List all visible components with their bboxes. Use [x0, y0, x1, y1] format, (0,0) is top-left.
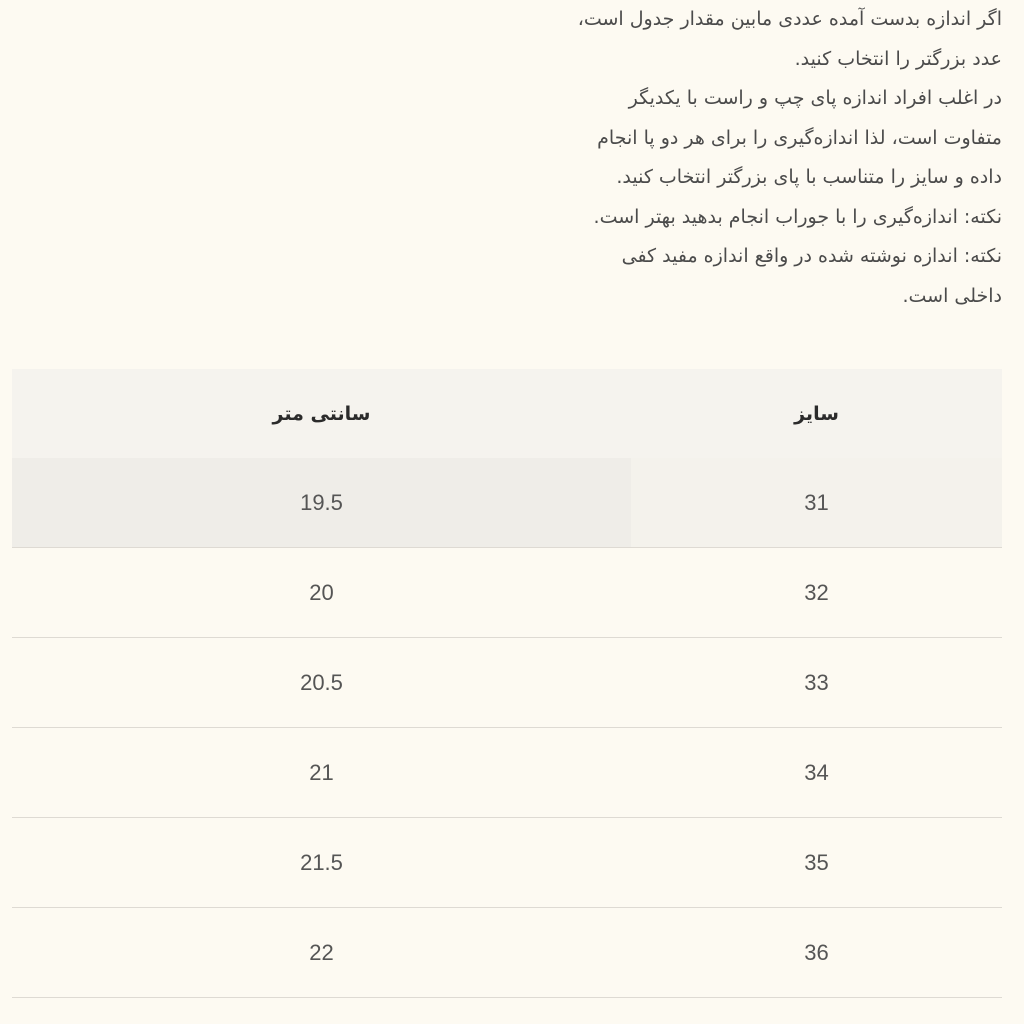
centimeter-cell: 20.5 — [12, 638, 631, 728]
table-row — [12, 818, 1002, 908]
guide-line: نکته: اندازه نوشته شده در واقع اندازه مفید کفی — [621, 245, 1002, 267]
guide-line: نکته: اندازه‌گیری را با جوراب انجام بدهید بهتر است. — [593, 205, 1002, 228]
centimeter-cell: 21 — [12, 728, 631, 818]
centimeter-cell: 22 — [12, 908, 631, 998]
header-centimeter: سانتی متر — [12, 369, 631, 458]
guide-line: متفاوت است، لذا اندازه‌گیری را برای هر دو پا انجام — [597, 126, 1002, 149]
centimeter-cell: 19.5 — [12, 458, 631, 548]
centimeter-cell: 21.5 — [12, 818, 631, 908]
size-cell: 31 — [631, 458, 1002, 548]
guide-line: داخلی است. — [902, 284, 1002, 307]
table-row — [12, 728, 1002, 818]
size-guide-text — [522, 0, 1002, 316]
table-row — [12, 458, 1002, 548]
size-cell: 33 — [631, 638, 1002, 728]
size-cell: 36 — [631, 908, 1002, 998]
table-row — [12, 638, 1002, 728]
header-size: سایز — [631, 369, 1002, 458]
guide-line: عدد بزرگتر را انتخاب کنید. — [794, 47, 1002, 70]
guide-line: داده و سایز را متناسب با پای بزرگتر انتخاب کنید. — [616, 166, 1002, 188]
table-row — [12, 548, 1002, 638]
centimeter-cell: 20 — [12, 548, 631, 638]
guide-line: اگر اندازه بدست آمده عددی مابین مقدار جدول است، — [577, 8, 1002, 30]
size-chart-table — [12, 369, 1002, 998]
table-row — [12, 908, 1002, 998]
size-cell: 32 — [631, 548, 1002, 638]
size-cell: 35 — [631, 818, 1002, 908]
size-cell: 34 — [631, 728, 1002, 818]
guide-line: در اغلب افراد اندازه پای چپ و راست با یکدیگر — [628, 87, 1002, 109]
table-header-row — [12, 369, 1002, 458]
